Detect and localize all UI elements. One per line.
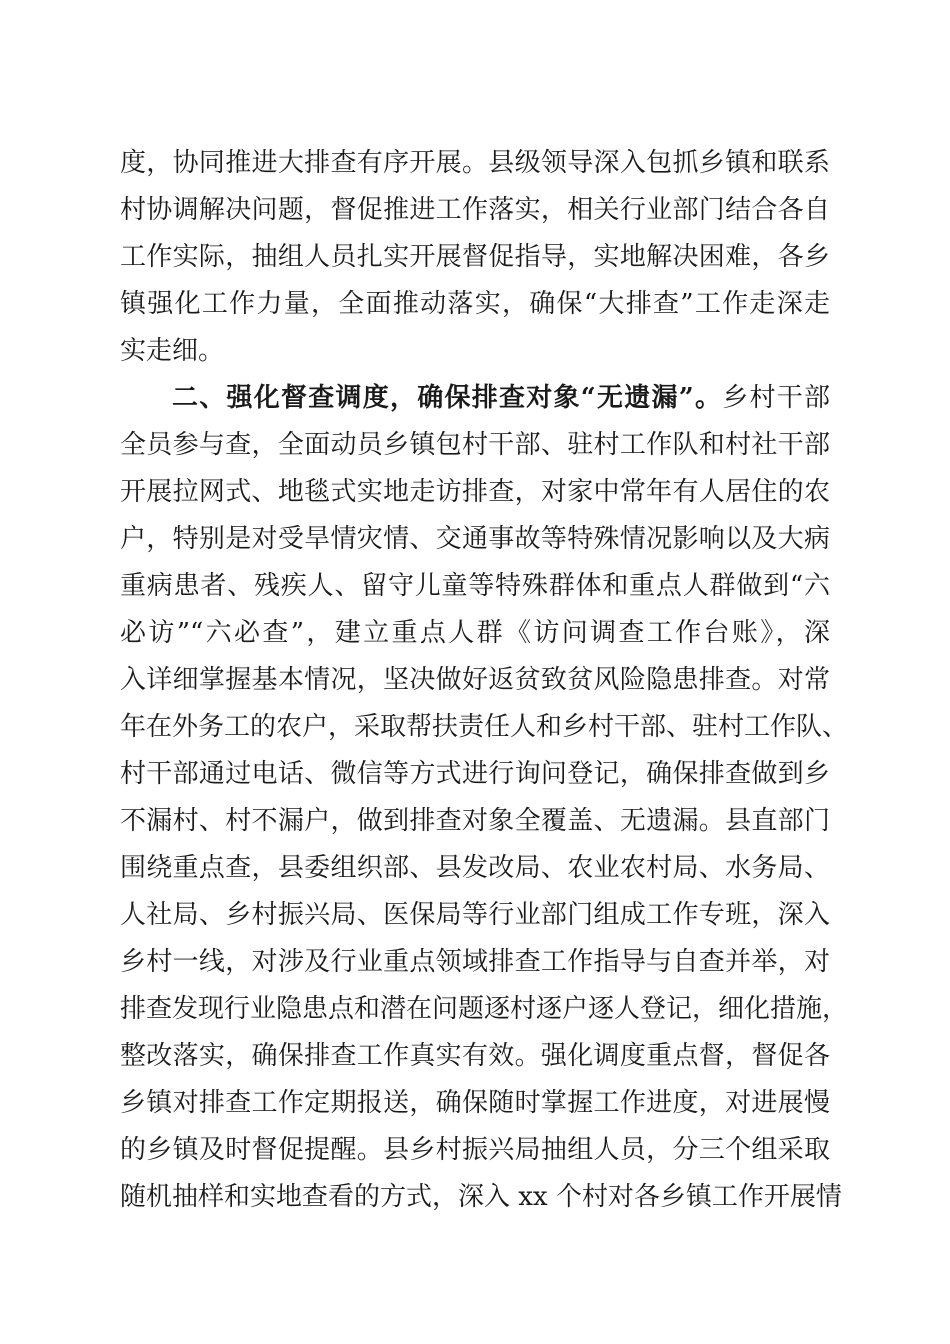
paragraph-2-line: 开展拉网式、地毯式实地走访排查，对家中常年有人居住的农 — [120, 477, 830, 507]
paragraph-2-line: 全员参与查，全面动员乡镇包村干部、驻村工作队和村社干部 — [120, 430, 830, 460]
paragraph-1-line-4: 镇强化工作力量，全面推动落实，确保“大排查”工作走深走 — [120, 289, 830, 319]
paragraph-2-first-line — [172, 378, 830, 418]
paragraph-2-line: 乡村一线，对涉及行业重点领域排查工作指导与自查并举，对 — [120, 947, 830, 977]
paragraph-2-line: 围绕重点查，县委组织部、县发改局、农业农村局、水务局、 — [120, 853, 830, 883]
paragraph-2-line: 随机抽样和实地查看的方式，深入 xx 个村对各乡镇工作开展情 — [120, 1182, 842, 1212]
paragraph-2-line: 重病患者、残疾人、留守儿童等特殊群体和重点人群做到“六 — [120, 571, 830, 601]
paragraph-2-line: 排查发现行业隐患点和潜在问题逐村逐户逐人登记，细化措施， — [120, 994, 849, 1024]
paragraph-2-line: 整改落实，确保排查工作真实有效。强化调度重点督，督促各 — [120, 1041, 830, 1071]
paragraph-2-line: 户，特别是对受旱情灾情、交通事故等特殊情况影响以及大病 — [120, 524, 830, 554]
section-heading: 二、强化督查调度，确保排查对象“无遗漏”。 — [172, 383, 723, 413]
paragraph-2-line: 入详细掌握基本情况，坚决做好返贫致贫风险隐患排查。对常 — [120, 665, 830, 695]
paragraph-2-line: 的乡镇及时督促提醒。县乡村振兴局抽组人员，分三个组采取 — [120, 1135, 830, 1165]
paragraph-2-line: 乡镇对排查工作定期报送，确保随时掌握工作进度，对进展慢 — [120, 1088, 830, 1118]
paragraph-2-line: 年在外务工的农户，采取帮扶责任人和乡村干部、驻村工作队、 — [120, 712, 849, 742]
paragraph-2-first-line-text: 乡村干部 — [722, 383, 830, 413]
paragraph-1-line-3: 工作实际，抽组人员扎实开展督促指导，实地解决困难，各乡 — [120, 242, 830, 272]
paragraph-1-line-2: 村协调解决问题，督促推进工作落实，相关行业部门结合各自 — [120, 195, 830, 225]
paragraph-2-line: 村干部通过电话、微信等方式进行询问登记，确保排查做到乡 — [120, 759, 830, 789]
paragraph-2-line: 不漏村、村不漏户，做到排查对象全覆盖、无遗漏。县直部门 — [120, 806, 830, 836]
paragraph-2-line: 人社局、乡村振兴局、医保局等行业部门组成工作专班，深入 — [120, 900, 830, 930]
paragraph-1-line-1: 度，协同推进大排查有序开展。县级领导深入包抓乡镇和联系 — [120, 148, 830, 178]
paragraph-2-line: 必访”“六必查”，建立重点人群《访问调查工作台账》，深 — [120, 618, 830, 648]
paragraph-1-line-5: 实走细。 — [120, 336, 225, 366]
